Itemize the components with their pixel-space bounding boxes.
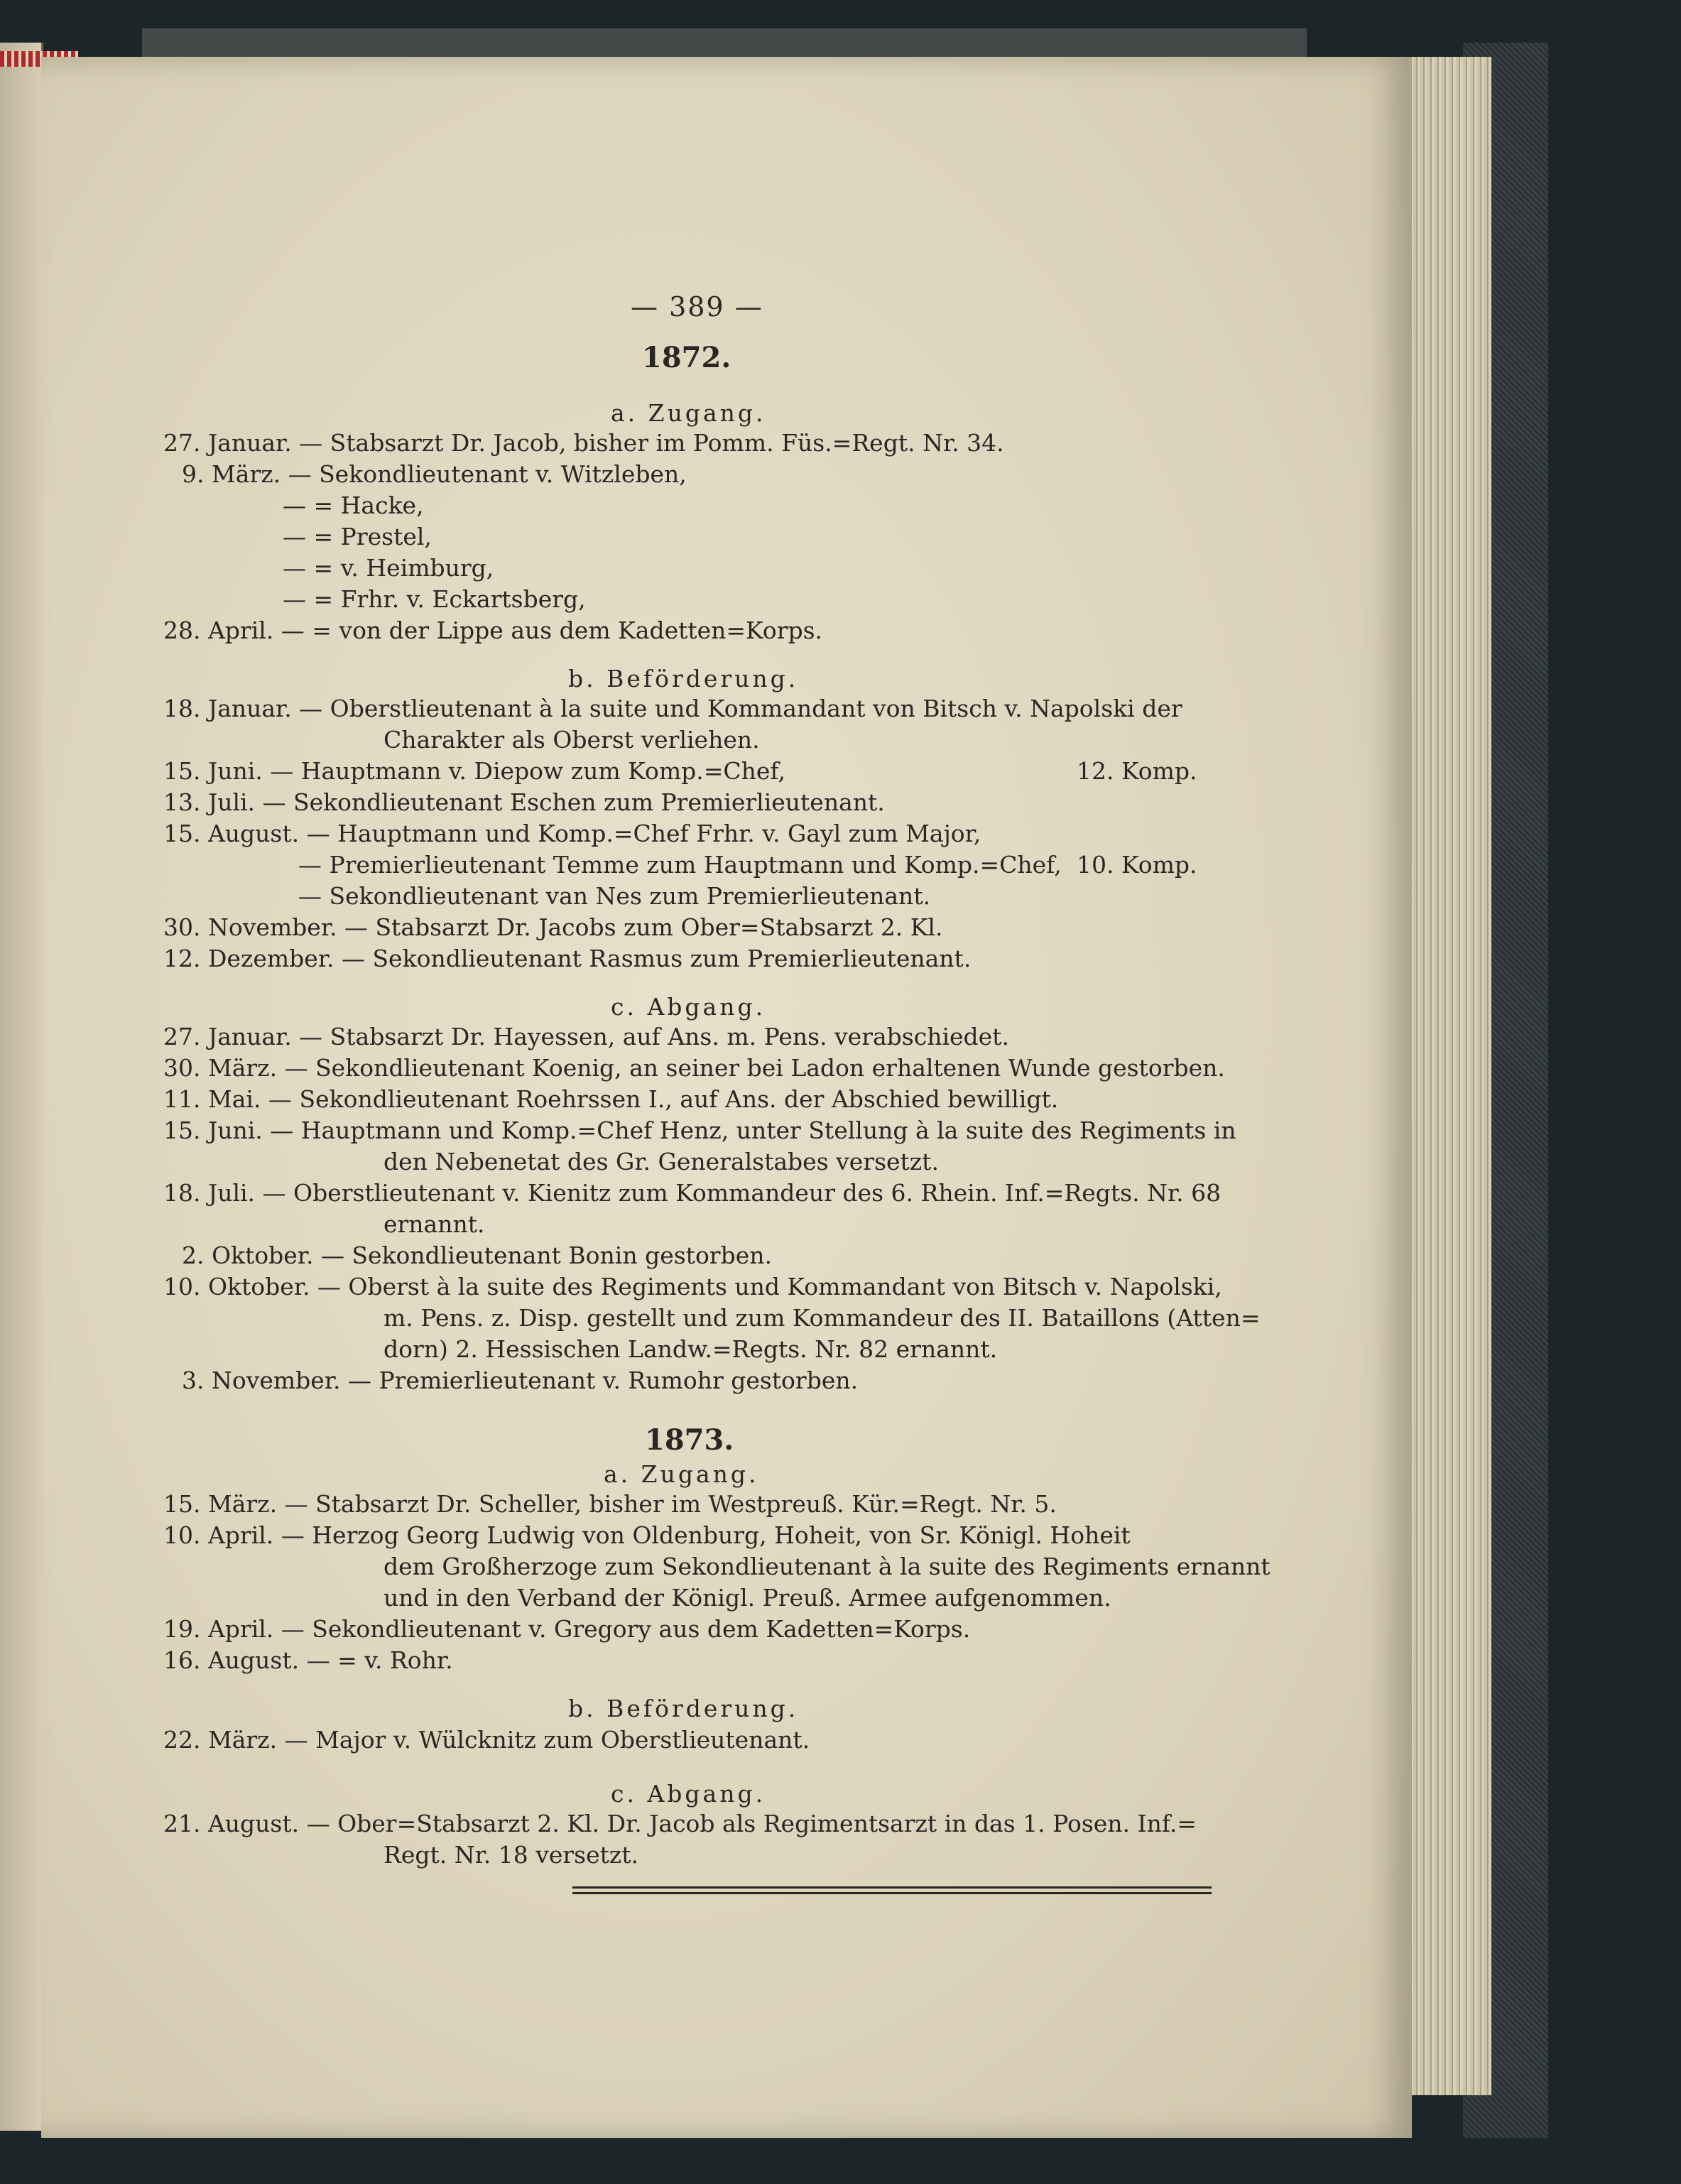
entry-line: 16. August. — = v. Rohr. [163,1646,453,1674]
entry-line: 15. August. — Hauptmann und Komp.=Chef Frhr. v. Gayl zum Major, [163,820,981,847]
section-abgang-1873: c. Abgang. [611,1780,766,1808]
entry-line: 19. April. — Sekondlieutenant v. Gregory aus dem Kadetten=Korps. [163,1615,971,1643]
page-text [41,57,1412,2138]
company-note: 10. Komp. [1077,851,1197,879]
entry-line: 10. April. — Herzog Georg Ludwig von Oldenburg, Hoheit, von Sr. Königl. Hoheit [163,1521,1131,1549]
entry-line: 22. März. — Major v. Wülcknitz zum Oberstlieutenant. [163,1726,810,1754]
entry-line: 15. März. — Stabsarzt Dr. Scheller, bisher im Westpreuß. Kür.=Regt. Nr. 5. [163,1490,1057,1518]
entry-line: 10. Oktober. — Oberst à la suite des Regiments und Kommandant von Bitsch v. Napolski, [163,1273,1222,1300]
entry-line: m. Pens. z. Disp. gestellt und zum Kommandeur des II. Bataillons (Atten= [383,1304,1261,1332]
year-heading-1872: 1872. [642,341,731,374]
entry-line: 15. Juni. — Hauptmann und Komp.=Chef Henz, unter Stellung à la suite des Regiments in [163,1117,1236,1144]
entry-line: 9. März. — Sekondlieutenant v. Witzleben, [182,460,687,488]
entry-line: — = v. Heimburg, [283,554,494,582]
entry-line: 28. April. — = von der Lippe aus dem Kadetten=Korps. [163,616,823,644]
entry-line: und in den Verband der Königl. Preuß. Armee aufgenommen. [383,1584,1111,1612]
entry-line: 15. Juni. — Hauptmann v. Diepow zum Komp.=Chef, [163,757,785,785]
section-abgang-1872: c. Abgang. [611,993,766,1021]
entry-line: 18. Juli. — Oberstlieutenant v. Kienitz zum Kommandeur des 6. Rhein. Inf.=Regts. Nr. 68 [163,1179,1222,1207]
entry-line: — Sekondlieutenant van Nes zum Premierlieutenant. [298,882,931,910]
closing-rule [572,1892,1212,1894]
section-befoerderung-1873: b. Beförderung. [568,1695,799,1722]
entry-line: 27. Januar. — Stabsarzt Dr. Jacob, bisher im Pomm. Füs.=Regt. Nr. 34. [163,429,1004,457]
entry-line: 3. November. — Premierlieutenant v. Rumohr gestorben. [182,1367,859,1394]
entry-line: dorn) 2. Hessischen Landw.=Regts. Nr. 82 ernannt. [383,1335,998,1363]
year-heading-1873: 1873. [645,1423,734,1457]
entry-line: 27. Januar. — Stabsarzt Dr. Hayessen, auf Ans. m. Pens. verabschiedet. [163,1023,1009,1050]
entry-line: 11. Mai. — Sekondlieutenant Roehrssen I., auf Ans. der Abschied bewilligt. [163,1085,1059,1113]
section-zugang-1872: a. Zugang. [611,399,766,427]
entry-line: 18. Januar. — Oberstlieutenant à la suite und Kommandant von Bitsch v. Napolski der [163,695,1182,722]
entry-line: 21. August. — Ober=Stabsarzt 2. Kl. Dr. Jacob als Regimentsarzt in das 1. Posen. Inf.= [163,1810,1197,1837]
section-befoerderung-1872: b. Beförderung. [568,665,799,692]
entry-line: Regt. Nr. 18 versetzt. [383,1841,639,1869]
closing-rule [572,1886,1212,1889]
entry-line: ernannt. [383,1210,485,1238]
entry-line: 2. Oktober. — Sekondlieutenant Bonin gestorben. [182,1242,772,1269]
section-zugang-1873: a. Zugang. [604,1460,759,1488]
entry-line: dem Großherzoge zum Sekondlieutenant à la suite des Regiments ernannt [383,1553,1271,1580]
page-number: — 389 — [631,291,763,322]
entry-line: 12. Dezember. — Sekondlieutenant Rasmus zum Premierlieutenant. [163,945,972,972]
entry-line: — = Hacke, [283,491,424,519]
entry-line: den Nebenetat des Gr. Generalstabes versetzt. [383,1148,939,1175]
entry-line: — = Frhr. v. Eckartsberg, [283,585,586,613]
entry-line: — = Prestel, [283,523,432,550]
entry-line: — Premierlieutenant Temme zum Hauptmann und Komp.=Chef, [298,851,1062,879]
entry-line: 30. März. — Sekondlieutenant Koenig, an seiner bei Ladon erhaltenen Wunde gestorben. [163,1054,1225,1082]
entry-line: 30. November. — Stabsarzt Dr. Jacobs zum Ober=Stabsarzt 2. Kl. [163,913,943,941]
company-note: 12. Komp. [1077,757,1197,785]
left-page-edge [0,43,43,2131]
entry-line: Charakter als Oberst verliehen. [383,726,760,754]
book-page [41,57,1412,2138]
entry-line: 13. Juli. — Sekondlieutenant Eschen zum Premierlieutenant. [163,788,885,816]
